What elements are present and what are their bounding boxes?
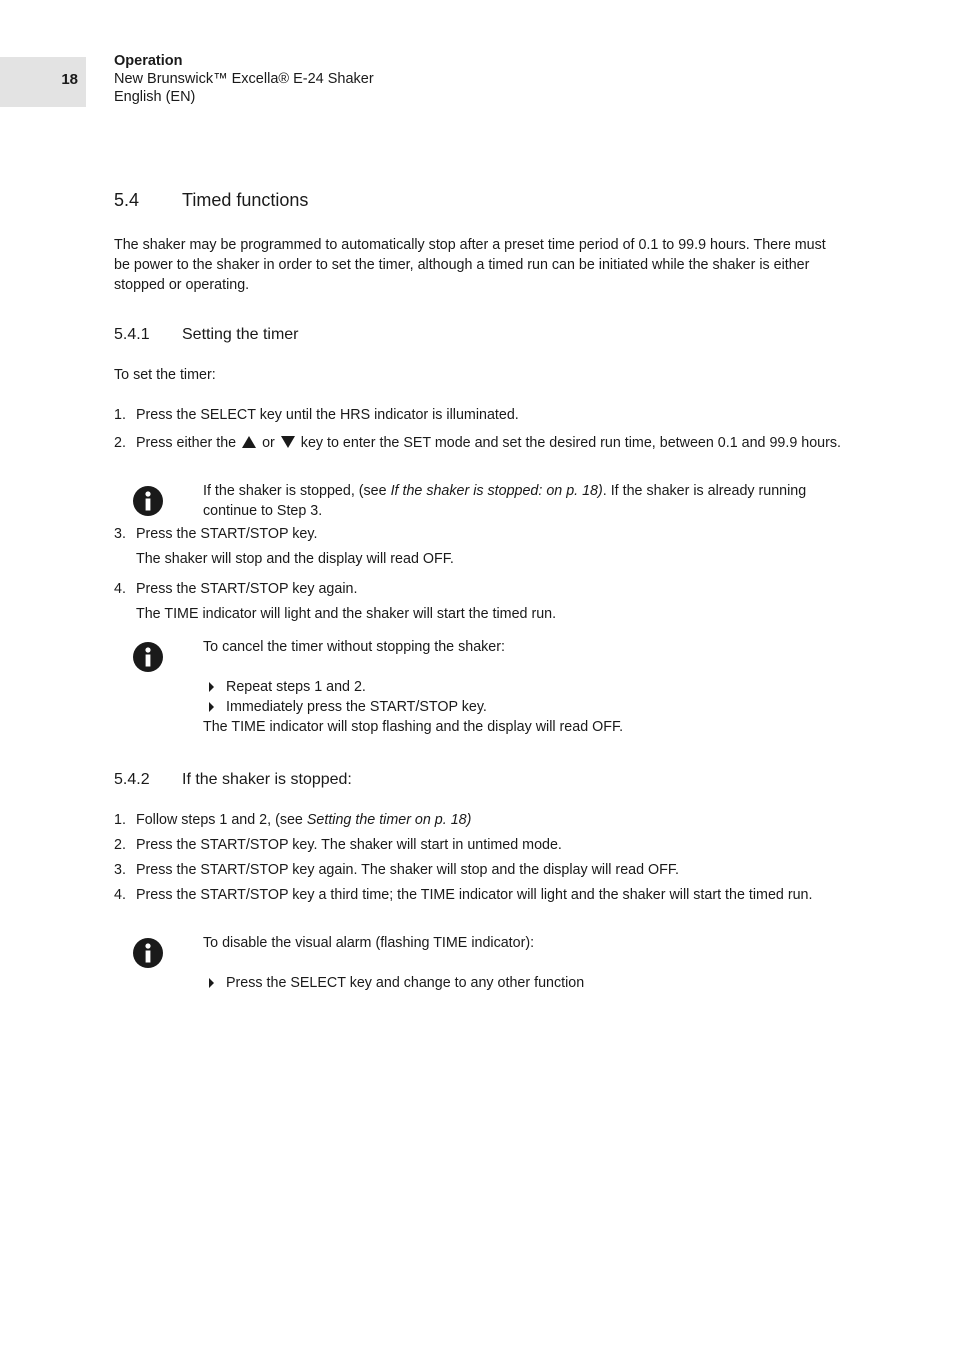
section-title: Setting the timer	[182, 326, 299, 343]
step-number: 2.	[114, 837, 126, 853]
note-text: If the shaker is stopped, (see If the shaker is stopped: on p. 18). If the shaker is already running continue to Step 3.	[203, 483, 807, 519]
step-text: Press the START/STOP key a third time; the TIME indicator will light and the shaker will start the timed run.	[136, 887, 813, 903]
header-product: New Brunswick™ Excella® E-24 Shaker	[114, 71, 374, 87]
triangle-bullet-icon	[209, 682, 214, 692]
arrow-up-icon	[242, 436, 256, 448]
step-number: 3.	[114, 862, 126, 878]
step-text: Press the START/STOP key.	[136, 526, 318, 542]
cross-reference: Setting the timer on p. 18)	[306, 812, 472, 828]
note-lead: To cancel the timer without stopping the shaker:	[203, 639, 505, 655]
step-number: 4.	[114, 581, 126, 597]
step-number: 1.	[114, 407, 126, 423]
step-text: Press either the or key to enter the SET mode and set the desired run time, between 0.1 and 99.9 hours.	[136, 435, 841, 451]
arrow-down-icon	[281, 436, 295, 448]
step-result: The shaker will stop and the display will read OFF.	[136, 551, 454, 567]
step-result: The TIME indicator will light and the shaker will start the timed run.	[136, 606, 557, 622]
step-number: 3.	[114, 526, 126, 542]
header-language: English (EN)	[114, 89, 196, 105]
info-icon	[133, 486, 163, 516]
section-intro: The shaker may be programmed to automatically stop after a preset time period of 0.1 to 99.9 hours. There must be power to the shaker in order to set the timer, although a timed run can be initiated while the shaker is either stopped or operating.	[114, 237, 826, 293]
step-text: Press the START/STOP key again.	[136, 581, 358, 597]
info-icon	[133, 938, 163, 968]
triangle-bullet-icon	[209, 702, 214, 712]
page-number: 18	[61, 71, 78, 88]
note-result: The TIME indicator will stop flashing and the display will read OFF.	[203, 719, 624, 735]
note-lead: To disable the visual alarm (flashing TIME indicator):	[203, 935, 535, 951]
cross-reference: If the shaker is stopped: on p. 18)	[390, 483, 603, 499]
step-number: 2.	[114, 435, 126, 451]
step-text: Press the START/STOP key. The shaker will start in untimed mode.	[136, 837, 562, 853]
step-text: Follow steps 1 and 2, (see Setting the timer on p. 18)	[136, 812, 472, 828]
section-title: If the shaker is stopped:	[182, 771, 352, 788]
triangle-bullet-icon	[209, 978, 214, 988]
info-icon	[133, 642, 163, 672]
step-number: 1.	[114, 812, 126, 828]
step-number: 4.	[114, 887, 126, 903]
section-number: 5.4.2	[114, 771, 150, 788]
lead-text: To set the timer:	[114, 367, 216, 383]
step-text: Press the SELECT key until the HRS indicator is illuminated.	[136, 407, 519, 423]
section-title: Timed functions	[182, 190, 309, 210]
step-text: Press the START/STOP key again. The shaker will stop and the display will read OFF.	[136, 862, 679, 878]
header-section: Operation	[114, 53, 183, 69]
section-number: 5.4.1	[114, 326, 150, 343]
section-number: 5.4	[114, 190, 140, 210]
